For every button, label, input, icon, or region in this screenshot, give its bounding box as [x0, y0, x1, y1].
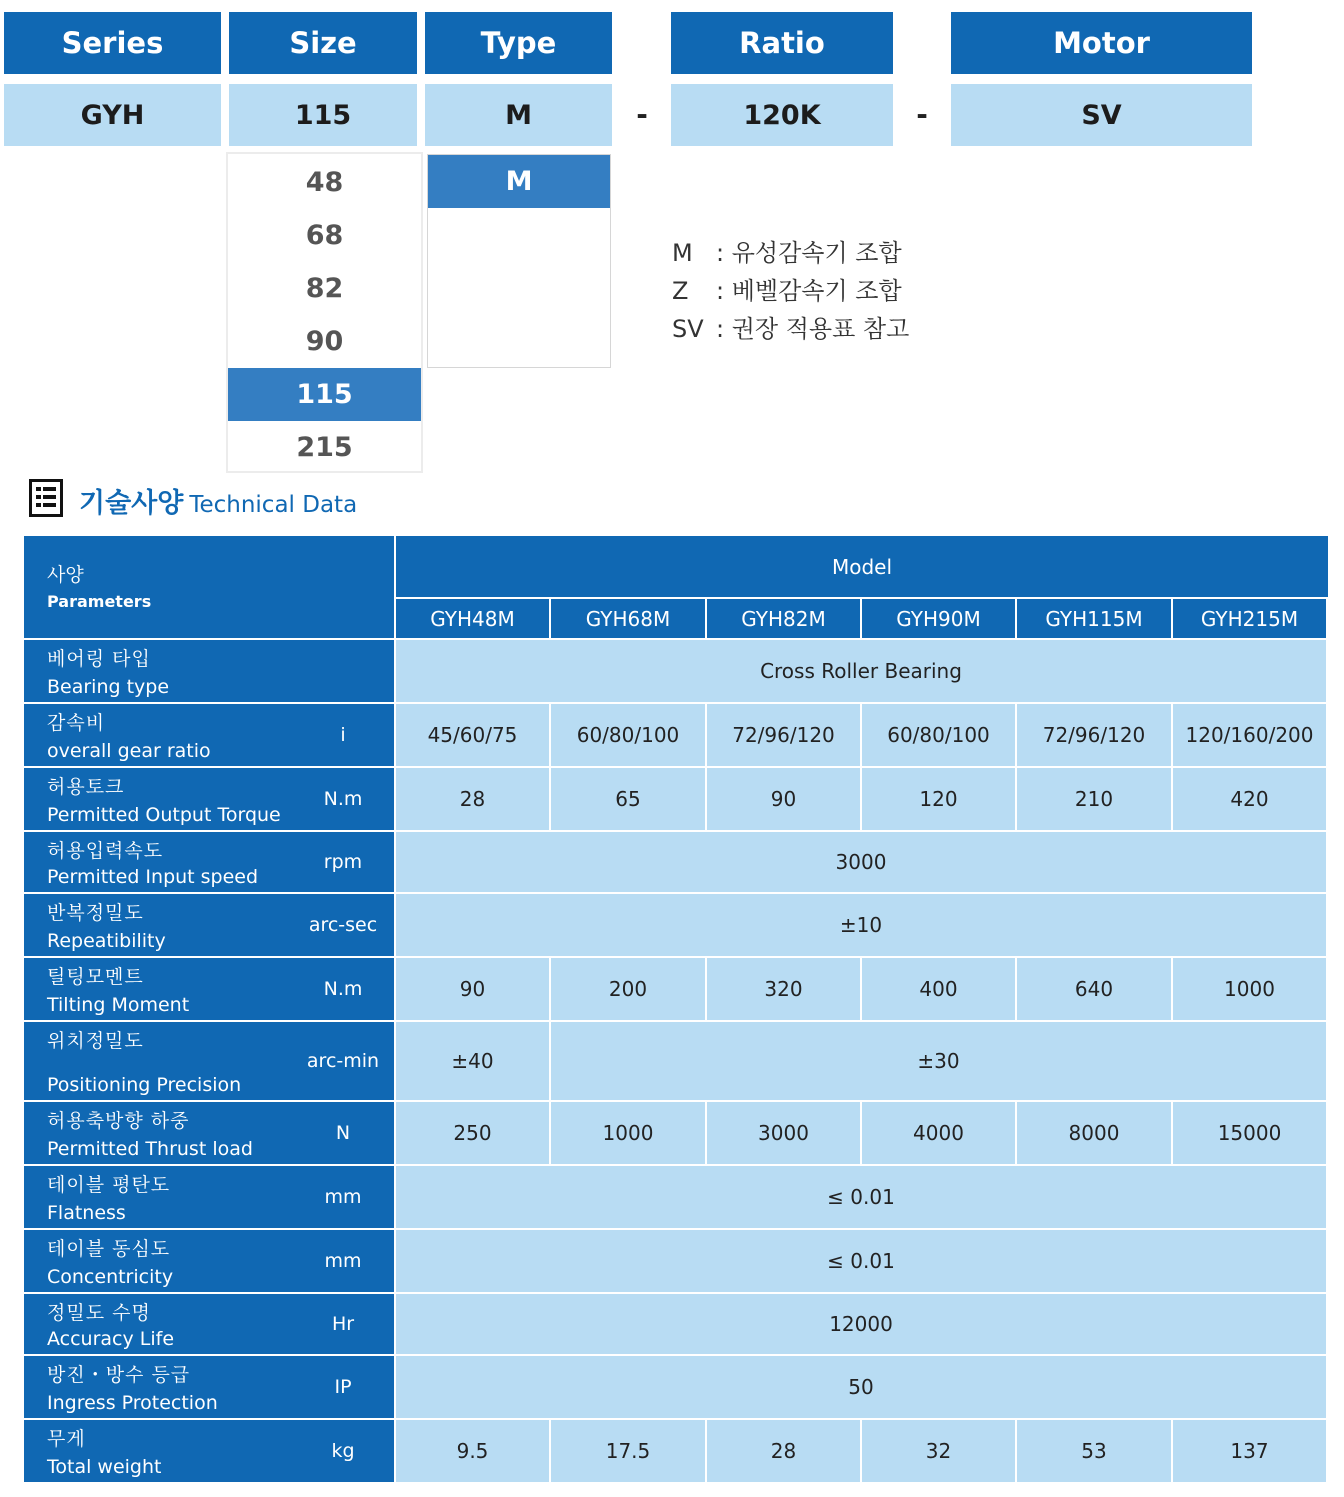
model-name: GYH68M — [551, 599, 705, 638]
ratio-value: 120K — [671, 84, 893, 146]
spec-value: 320 — [707, 958, 860, 1020]
size-value: 115 — [229, 84, 417, 146]
parameter-unit: IP — [334, 1376, 352, 1398]
legend-text: : 유성감속기 조합 — [716, 239, 902, 267]
spec-value: 45/60/75 — [396, 704, 549, 766]
model-header: Model — [396, 536, 1328, 597]
parameter-unit: N.m — [323, 788, 363, 810]
parameter-cell — [24, 768, 394, 830]
parameter-name-en: Concentricity — [47, 1266, 174, 1288]
parameter-name-en: Permitted Output Torque — [47, 804, 281, 826]
parameter-name-ko: 감속비 — [47, 712, 106, 734]
code-separator: - — [636, 98, 648, 131]
legend-text: : 베벨감속기 조합 — [716, 277, 902, 305]
size-option-selected: 115 — [228, 368, 421, 421]
parameter-cell — [24, 958, 394, 1020]
size-option: 82 — [305, 273, 344, 304]
parameter-cell — [24, 1102, 394, 1164]
spec-value: 420 — [1173, 768, 1326, 830]
spec-table — [24, 536, 1328, 1486]
spec-value: 17.5 — [551, 1420, 705, 1482]
parameter-name-ko: 테이블 동심도 — [47, 1238, 171, 1260]
parameter-cell — [24, 1230, 394, 1292]
parameter-cell — [24, 832, 394, 892]
size-option: 215 — [296, 432, 353, 463]
parameter-cell — [24, 894, 394, 956]
spec-value: 1000 — [551, 1102, 705, 1164]
type-option-list — [427, 154, 611, 368]
spec-value: 3000 — [396, 832, 1326, 892]
model-name: GYH48M — [396, 599, 549, 638]
parameter-name-en: Accuracy Life — [47, 1328, 175, 1350]
section-title-en: Technical Data — [189, 492, 358, 518]
parameters-header-en: Parameters — [47, 592, 152, 611]
spec-value: 28 — [707, 1420, 860, 1482]
size-header: Size — [229, 12, 417, 74]
parameter-cell — [24, 1356, 394, 1418]
legend-item — [672, 310, 992, 348]
legend-key: Z — [672, 277, 689, 305]
type-option-selected: M — [428, 155, 610, 208]
motor-value: SV — [951, 84, 1252, 146]
spec-value: 32 — [862, 1420, 1015, 1482]
spec-value: 15000 — [1173, 1102, 1326, 1164]
parameters-header-ko: 사양 — [47, 564, 84, 586]
size-option: 48 — [305, 167, 344, 198]
model-name: GYH90M — [862, 599, 1015, 638]
series-value: GYH — [4, 84, 221, 146]
spec-value: ≤ 0.01 — [396, 1166, 1326, 1228]
parameter-name-en: Positioning Precision — [47, 1074, 242, 1096]
spec-value: 120/160/200 — [1173, 704, 1326, 766]
parameter-name-ko: 반복정밀도 — [47, 902, 144, 924]
spec-value: 53 — [1017, 1420, 1171, 1482]
model-name: GYH82M — [707, 599, 860, 638]
spec-value: 4000 — [862, 1102, 1015, 1164]
type-legend — [672, 234, 992, 348]
spec-value: 50 — [396, 1356, 1326, 1418]
ratio-header: Ratio — [671, 12, 893, 74]
spec-value: 90 — [707, 768, 860, 830]
type-header: Type — [425, 12, 612, 74]
spec-value: 9.5 — [396, 1420, 549, 1482]
parameter-name-ko: 허용축방향 하중 — [47, 1110, 190, 1132]
parameter-name-en: Ingress Protection — [47, 1392, 218, 1414]
parameters-header — [24, 536, 394, 638]
parameter-name-ko: 무게 — [47, 1428, 86, 1450]
parameter-unit: N.m — [323, 978, 363, 1000]
spec-value: ±10 — [396, 894, 1326, 956]
document-list-icon — [29, 479, 63, 517]
parameter-name-en: Permitted Input speed — [47, 866, 259, 888]
parameter-name-en: Tilting Moment — [47, 994, 190, 1016]
model-name: GYH215M — [1173, 599, 1326, 638]
legend-key: SV — [672, 315, 704, 343]
parameter-unit: rpm — [323, 851, 363, 873]
parameter-cell — [24, 1294, 394, 1354]
parameter-cell — [24, 1022, 394, 1100]
parameter-name-en: Repeatibility — [47, 930, 166, 952]
legend-text: : 권장 적용표 참고 — [716, 315, 910, 343]
spec-value: 137 — [1173, 1420, 1326, 1482]
legend-key: M — [672, 239, 693, 267]
parameter-unit: mm — [324, 1250, 362, 1272]
parameter-unit: Hr — [331, 1313, 355, 1335]
code-separator: - — [916, 98, 928, 131]
legend-item — [672, 234, 992, 272]
section-title — [79, 481, 479, 521]
spec-value: 60/80/100 — [551, 704, 705, 766]
spec-value: 60/80/100 — [862, 704, 1015, 766]
spec-value: 250 — [396, 1102, 549, 1164]
parameter-name-ko: 허용입력속도 — [47, 840, 164, 862]
spec-value: 640 — [1017, 958, 1171, 1020]
parameter-name-en: Bearing type — [47, 676, 170, 698]
spec-value: Cross Roller Bearing — [396, 640, 1326, 702]
legend-item — [672, 272, 992, 310]
spec-value: 120 — [862, 768, 1015, 830]
parameter-unit: N — [335, 1122, 351, 1144]
parameter-unit — [304, 640, 382, 702]
spec-value: 200 — [551, 958, 705, 1020]
series-header: Series — [4, 12, 221, 74]
parameter-unit: arc-min — [306, 1050, 380, 1072]
model-name: GYH115M — [1017, 599, 1171, 638]
spec-value: 28 — [396, 768, 549, 830]
parameter-name-ko: 베어링 타입 — [47, 648, 151, 670]
section-title-ko: 기술사양 — [79, 488, 184, 519]
motor-header: Motor — [951, 12, 1252, 74]
parameter-name-ko: 테이블 평탄도 — [47, 1174, 171, 1196]
parameter-name-ko: 방진・방수 등급 — [47, 1364, 191, 1386]
spec-value: 400 — [862, 958, 1015, 1020]
parameter-name-en: Flatness — [47, 1202, 126, 1224]
parameter-name-ko: 허용토크 — [47, 776, 125, 798]
parameter-name-ko: 정밀도 수명 — [47, 1302, 151, 1324]
spec-value: 1000 — [1173, 958, 1326, 1020]
parameter-cell — [24, 1166, 394, 1228]
parameter-unit: mm — [324, 1186, 362, 1208]
spec-value: 65 — [551, 768, 705, 830]
spec-value: 210 — [1017, 768, 1171, 830]
spec-value: ≤ 0.01 — [396, 1230, 1326, 1292]
spec-value: ±40 — [396, 1022, 549, 1100]
parameter-name-en: Permitted Thrust load — [47, 1138, 253, 1160]
size-option: 90 — [305, 326, 344, 357]
parameter-name-en: overall gear ratio — [47, 740, 211, 762]
parameter-unit: i — [340, 724, 346, 746]
parameter-cell — [24, 1420, 394, 1482]
spec-value: 72/96/120 — [1017, 704, 1171, 766]
parameter-cell — [24, 704, 394, 766]
spec-value: 90 — [396, 958, 549, 1020]
parameter-name-en: Total weight — [47, 1456, 162, 1478]
spec-value: 3000 — [707, 1102, 860, 1164]
size-option: 68 — [305, 220, 344, 251]
parameter-unit: arc-sec — [308, 914, 378, 936]
type-value: M — [425, 84, 612, 146]
spec-value: 8000 — [1017, 1102, 1171, 1164]
parameter-name-ko: 틸팅모멘트 — [47, 966, 144, 988]
spec-value: 72/96/120 — [707, 704, 860, 766]
parameter-name-ko: 위치정밀도 — [47, 1030, 144, 1052]
spec-value: ±30 — [551, 1022, 1326, 1100]
parameter-cell — [24, 640, 394, 702]
size-option-list — [226, 152, 423, 473]
parameter-unit: kg — [331, 1440, 355, 1462]
spec-value: 12000 — [396, 1294, 1326, 1354]
